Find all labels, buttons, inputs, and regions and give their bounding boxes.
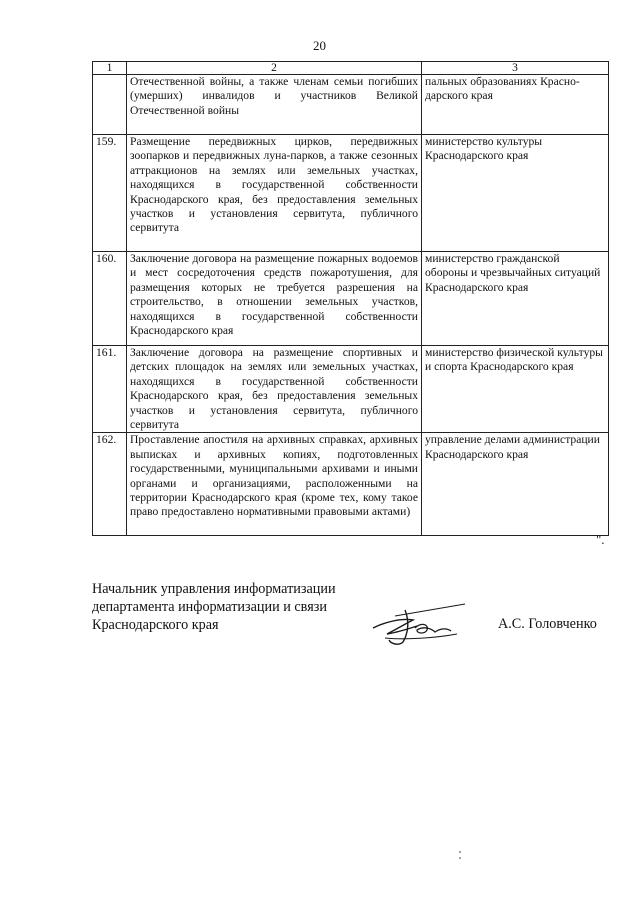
signer-name: А.С. Головченко	[498, 616, 597, 632]
services-table	[92, 61, 609, 536]
row-description: Отечественной войны, а также членам семьи погибших (умерших) инвалидов и участников Великой Отечественной войны	[127, 75, 422, 135]
column-header: 3	[422, 62, 609, 75]
table-row	[93, 433, 609, 536]
row-description: Заключение договора на размещение спортивных и детских площадок на землях или земельных участках, находящихся в государственной собственности Краснодарского края, без предоставления земельных участков и установления сервитута, публичного сервитута	[127, 346, 422, 433]
table-row	[93, 135, 609, 252]
row-number: 159.	[93, 135, 127, 252]
signer-position-line: департамента информатизации и связи	[92, 599, 327, 615]
scan-dot-mark	[458, 850, 462, 860]
table-header-row	[93, 62, 609, 75]
row-number: 160.	[93, 252, 127, 346]
table-row	[93, 75, 609, 135]
signer-position	[92, 580, 336, 634]
row-number: 162.	[93, 433, 127, 536]
signer-position-line: Начальник управления информатизации	[92, 581, 336, 597]
table-row	[93, 346, 609, 433]
row-number: 161.	[93, 346, 127, 433]
row-description: Размещение передвижных цирков, передвижных зоопарков и передвижных луна-парков, а также сезонных аттракционов на землях или земельных участках, находящихся в государственной собственности Краснодарского края, без предоставления земельных участков и установления сервитута, публичного сервитута	[127, 135, 422, 252]
row-organization: министерство гражданской обороны и чрезвычайных ситуаций Краснодарского края	[422, 252, 609, 346]
row-organization: министерство культуры Краснодарского края	[422, 135, 609, 252]
column-header: 2	[127, 62, 422, 75]
signer-position-line: Краснодарского края	[92, 617, 219, 633]
column-header: 1	[93, 62, 127, 75]
row-description: Проставление апостиля на архивных справках, архивных выписках и архивных копиях, подготовленных государственными, муниципальными архивами и иными органами и организациями, расположенными на территории Краснодарского края (кроме тех, кому такое право предоставлено нормативными правовыми актами)	[127, 433, 422, 536]
row-description: Заключение договора на размещение пожарных водоемов и мест сосредоточения средств пожаротушения, для размещения которых не требуется разрешения на строительство, в отношении земельных участков, находящихся в государственной собственности Краснодарского края	[127, 252, 422, 346]
row-organization: пальных образованиях Краснодарского края	[422, 75, 609, 135]
handwritten-signature-icon	[365, 598, 475, 648]
table-row	[93, 252, 609, 346]
row-organization: министерство физической культуры и спорта Краснодарского края	[422, 346, 609, 433]
closing-quote-mark: ".	[596, 532, 605, 547]
row-number	[93, 75, 127, 135]
page-number: 20	[313, 38, 326, 53]
row-organization: управление делами администрации Краснодарского края	[422, 433, 609, 536]
